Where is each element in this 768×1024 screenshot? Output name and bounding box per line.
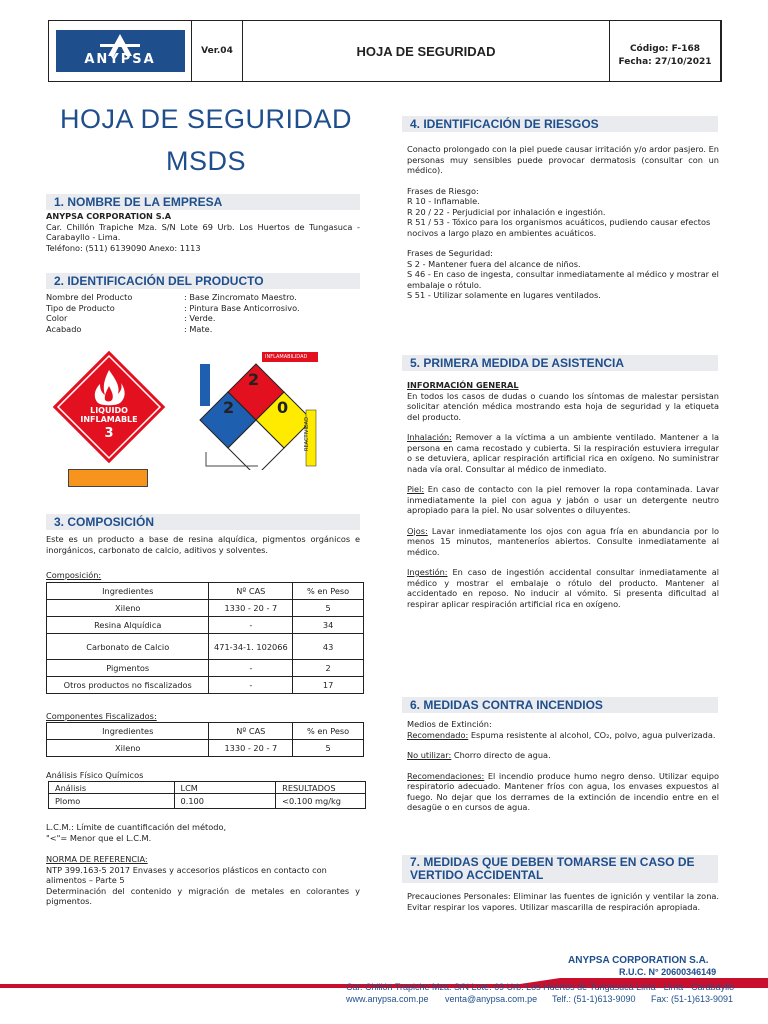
table-row: Pigmentos - 2 [47,660,364,677]
section-4-heading: 4. IDENTIFICACIÓN DE RIESGOS [402,116,718,132]
section-4-body: Conacto prolongado con la piel puede causar irritación y/o ardor pasjero. En personas muy sensibles puede provocar dermatosis (consultar con un médico). Frases de Riesgo: R 10 - Inflamable. R 20 / 22 - Perjudicial por inhalación e ingestión. R 51 / 53 - Tóxico para los organismos acuáticos, pudiendo causar efectos nocivos a largo plazo en ambientes acuáticos. Frases de Seguridad: S 2 - Mantener fuera del alcance de niños. S 46 - En caso de ingesta, consultar inmediatamente al médico y mostrar el embalaje o rótulo. S 51 - Utilizar solamente en lugares ventilados. [407,144,719,300]
document-date: Fecha: 27/10/2021 [618,57,712,67]
nfpa-health-label: SALUD [188,373,195,391]
page-subtitle: MSDS [165,146,246,176]
nfpa-reactivity: 0 [277,398,289,417]
section-2-heading: 2. IDENTIFICACIÓN DEL PRODUCTO [46,273,360,289]
composition-table [46,582,364,694]
section-5-heading: 5. PRIMERA MEDIDA DE ASISTENCIA [402,355,718,371]
table-header-row: Ingredientes Nº CAS % en Peso [47,583,364,600]
composition-label: Composición: [46,570,102,580]
product-row: Color : Verde. [46,313,216,323]
section-1-body [46,211,360,253]
fiscalized-label: Componentes Fiscalizados: [46,711,157,721]
analysis-label: Análisis Físico Químicos [46,770,144,780]
lcm-notes: L.C.M.: Límite de cuantificación del método, "<"= Menor que el L.C.M. [46,822,227,843]
footer-fax: Fax: (51-1)613-9091 [651,994,734,1004]
table-row: Plomo 0.100 <0.100 mg/kg [49,794,366,809]
fiscalized-table [46,722,364,757]
nfpa-diamond-icon [198,352,338,470]
section-7-heading: 7. MEDIDAS QUE DEBEN TOMARSE EN CASO DE VERTIDO ACCIDENTAL [402,855,718,883]
placard-text: LIQUIDO INFLAMABLE 3 [80,406,138,441]
table-row: Xileno 1330 - 20 - 7 5 [47,600,364,617]
footer-phone: Telf.: (51-1)613-9090 [552,994,636,1004]
section-6-heading: 6. MEDIDAS CONTRA INCENDIOS [402,697,718,713]
document-code: Código: F-168 [629,44,701,54]
footer-email-link[interactable]: venta@anypsa.com.pe [445,994,538,1004]
footer-company: ANYPSA CORPORATION S.A. [568,955,709,966]
section-1-heading: 1. NOMBRE DE LA EMPRESA [46,194,360,210]
table-row: Otros productos no fiscalizados - 17 [47,677,364,694]
composition-intro: Este es un producto a base de resina alquídica, pigmentos orgánicos e inorgánicos, carbonato de calcio, aditivos y solventes. [46,534,360,555]
nfpa-flammability: 2 [248,370,260,389]
table-header-row: Ingredientes Nº CAS % en Peso [47,723,364,740]
section-6-body: Medios de Extinción: Recomendado: Espuma resistente al alcohol, CO₂, polvo, agua pulverizada. No utilizar: Chorro directo de agua. Recomendaciones: El incendio produce humo negro denso. Utilizar equipo respiratorio adecuado. Mantener fríos con agua, los envases expuestos al fuego. No dejar que los derrames de la extinción de incendio entre en el desagüe o en cursos de agua. [407,719,719,812]
document-header [48,20,722,82]
page-title: HOJA DE SEGURIDAD [59,104,353,134]
company-phone: Teléfono: (511) 6139090 Anexo: 1113 [46,242,201,253]
header-title: HOJA DE SEGURIDAD [243,21,610,81]
product-row: Acabado : Mate. [46,323,213,334]
code-date-block [610,21,721,81]
section-7-body: Precauciones Personales: Eliminar las fuentes de ignición y ventilar la zona. Evitar respirar los vapores. Utilizar mascarilla de respiración apropiada. [407,891,719,912]
color-swatch [68,469,148,487]
version-label: Ver.04 [192,21,243,81]
product-row: Tipo de Producto : Pintura Base Anticorrosivo. [46,302,300,313]
nfpa-flammability-label: INFLAMABILIDAD [265,354,308,360]
section-3-heading: 3. COMPOSICIÓN [46,514,360,530]
analysis-table [48,781,366,809]
table-row: Resina Alquídica - 34 [47,617,364,634]
table-header-row: Análisis LCM RESULTADOS [49,782,366,794]
footer-ruc: R.U.C. N° 20600346149 [619,967,717,977]
table-row: Xileno 1330 - 20 - 7 5 [47,740,364,757]
footer-website-link[interactable]: www.anypsa.com.pe [346,994,429,1004]
logo-text: ANYPSA [84,52,156,67]
nfpa-health: 2 [223,398,235,417]
product-info [46,292,360,334]
company-address: Car. Chillón Trapiche Mza. S/N Lote 69 Urb. Los Huertos de Tungasuca - Carabayllo - Lima. [46,221,360,242]
logo-cell [49,21,192,81]
company-name: ANYPSA CORPORATION S.A [46,211,172,221]
section-5-body: INFORMACIÓN GENERAL En todos los casos de dudas o cuando los síntomas de malestar persistan solicitar atención médica mostrando esta hoja de seguridad y la etiqueta del producto. Inhalación: Remover a la víctima a un ambiente ventilado. Mantener a la persona en cama recostado y cubierta. Si la respiración estuviera irregular o se detuviera, aplicar respiración artificial rica en oxígeno. No suministrar nada vía oral. Consultar al médico de inmediato. Piel: En caso de contacto con la piel remover la ropa contaminada. Lavar inmediatamente la piel con agua y jabón o usar un detergente neutro apropiado para la piel. No usar solventes o diluyentes. Ojos: Lavar inmediatamente los ojos con agua fría en abundancia por lo menos 15 minutos, manteneríos abiertos. Consulte inmediatamente al médico. Ingestión: En caso de ingestión accidental consultar inmediatamente al médico y mostrar el embalaje o rótulo del producto. Mantener al accidentado en reposo. No inducir al vómito. Si presenta dificultad al respirar aplicar respiración artificial rica en oxígeno. [407,380,719,609]
product-row: Nombre del Producto : Base Zincromato Maestro. [46,292,297,302]
footer-address: Car. Chillón Trapiche Mza. S/N Lote. 69 Urb. Los Huertos de Tungasuca Lima - Lima - Carabayllo [346,982,735,992]
company-logo [56,30,185,72]
nfpa-reactivity-label: REACTIVIDAD [303,417,310,451]
reference-norm: NORMA DE REFERENCIA: NTP 399.163-5 2017 Envases y accesorios plásticos en contacto con alimentos – Parte 5 Determinación del contenido y migración de metales en colorantes y pigmentos. [46,854,360,906]
table-row: Carbonato de Calcio 471-34-1. 102066 43 [47,634,364,660]
